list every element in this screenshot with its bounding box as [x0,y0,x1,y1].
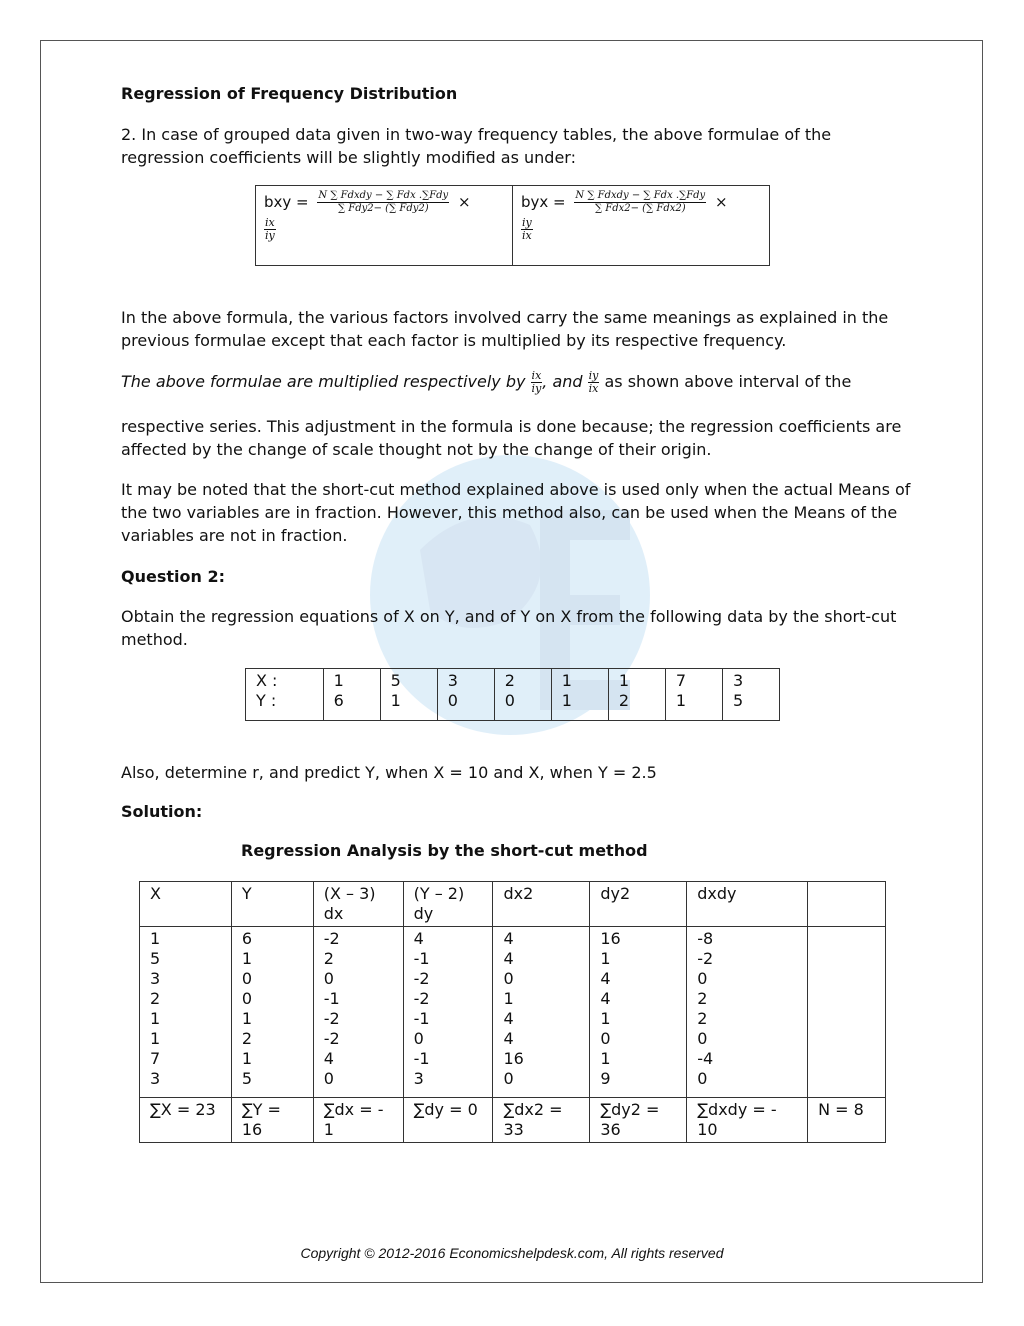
bxy-factor-den: iy [265,229,275,242]
section-heading: Regression of Frequency Distribution [121,84,458,103]
header-cell: dxdy [687,882,808,927]
header-cell: Y [231,882,313,927]
xy-data-table [245,668,780,721]
header-cell: dy2 [590,882,687,927]
data-column-y: 6 1 0 0 1 2 1 5 [231,927,313,1098]
formula-table [255,185,770,266]
byx-factor-den: ix [522,229,532,242]
xy-cell: 1 6 [323,669,380,721]
bxy-fraction [317,190,449,215]
bxy-numerator: N ∑ Fdxdy − ∑ Fdx .∑Fdy [318,190,449,201]
data-column-dxdy: -8 -2 0 2 2 0 -4 0 [687,927,808,1098]
header-cell: X [140,882,232,927]
para2-fraction-1 [531,370,543,395]
total-cell: ∑X = 23 [140,1098,232,1143]
table-header-row [140,882,886,927]
xy-cell: 7 1 [665,669,722,721]
xy-cell: 3 5 [722,669,779,721]
bxy-times: × [457,193,471,211]
header-cell: (X – 3) dx [313,882,403,927]
byx-times: × [714,193,728,211]
byx-factor-num: iy [522,216,532,229]
data-column-dx2: 4 4 0 1 4 4 16 0 [493,927,590,1098]
para2-text-c: as shown above interval of the [604,372,852,391]
byx-factor [521,217,533,242]
data-column-dx: -2 2 0 -1 -2 -2 4 0 [313,927,403,1098]
byx-denominator: ∑ Fdx2− (∑ Fdx2) [594,203,686,214]
also-determine-text: Also, determine r, and predict Y, when X = 10 and X, when Y = 2.5 [121,763,657,782]
paragraph-factors: In the above formula, the various factors involved carry the same meanings as explained in the previous formulae except that each factor is multiplied by its respective frequency. [121,308,889,350]
para2-frac1-num: ix [531,369,542,382]
bxy-formula-cell [256,186,513,266]
total-cell: ∑dx = - 1 [313,1098,403,1143]
xy-cell: 2 0 [494,669,551,721]
table-title: Regression Analysis by the short-cut method [241,841,648,860]
total-cell: N = 8 [808,1098,886,1143]
byx-fraction [574,190,706,215]
table-data-row [140,927,886,1098]
regression-analysis-table [139,881,886,1143]
question-text: Obtain the regression equations of X on Y, and of Y on X from the following data by the short-cut method. [121,607,897,649]
xy-cell: 5 1 [380,669,437,721]
total-cell: ∑dxdy = - 10 [687,1098,808,1143]
bxy-denominator: ∑ Fdy2− (∑ Fdy2) [337,203,429,214]
para2-frac1-den: iy [531,382,542,395]
byx-formula-cell [513,186,770,266]
byx-numerator: N ∑ Fdxdy − ∑ Fdx .∑Fdy [575,190,706,201]
total-cell: ∑Y = 16 [231,1098,313,1143]
bxy-factor [264,217,276,242]
para2-fraction-2 [588,370,600,395]
para2-frac2-den: ix [588,382,599,395]
total-cell: ∑dx2 = 33 [493,1098,590,1143]
xy-cell: 1 1 [551,669,608,721]
total-cell: ∑dy = 0 [403,1098,493,1143]
header-cell: dx2 [493,882,590,927]
solution-label: Solution: [121,802,203,821]
paragraph-adjustment: respective series. This adjustment in the formula is done because; the regression coefficients are affected by the change of scale thought not by the change of their origin. [121,417,902,459]
data-column-empty [808,927,886,1098]
copyright-footer: Copyright © 2012-2016 Economicshelpdesk.com, All rights reserved [300,1245,724,1261]
xy-cell: 3 0 [437,669,494,721]
bxy-label: bxy = [264,193,309,211]
question-label: Question 2: [121,567,225,586]
paragraph-shortcut-note: It may be noted that the short-cut method explained above is used only when the actual Means of the two variables are in fraction. However, this method also, can be used when the Means of the variables are not in fraction. [121,480,911,545]
header-cell: (Y – 2) dy [403,882,493,927]
table-totals-row [140,1098,886,1143]
para2-text-a: The above formulae are multiplied respectively by [121,372,526,391]
data-column-dy: 4 -1 -2 -2 -1 0 -1 3 [403,927,493,1098]
para2-text-b: , and [542,372,583,391]
bxy-factor-num: ix [265,216,275,229]
xy-cell: 1 2 [608,669,665,721]
para2-frac2-num: iy [588,369,599,382]
intro-paragraph: 2. In case of grouped data given in two-way frequency tables, the above formulae of the regression coefficients will be slightly modified as under: [121,125,832,167]
header-cell [808,882,886,927]
byx-label: byx = [521,193,566,211]
xy-table-row [246,669,780,721]
data-column-x: 1 5 3 2 1 1 7 3 [140,927,232,1098]
data-column-dy2: 16 1 4 4 1 0 1 9 [590,927,687,1098]
xy-cell: X : Y : [246,669,324,721]
total-cell: ∑dy2 = 36 [590,1098,687,1143]
paragraph-multiplied [121,370,911,395]
